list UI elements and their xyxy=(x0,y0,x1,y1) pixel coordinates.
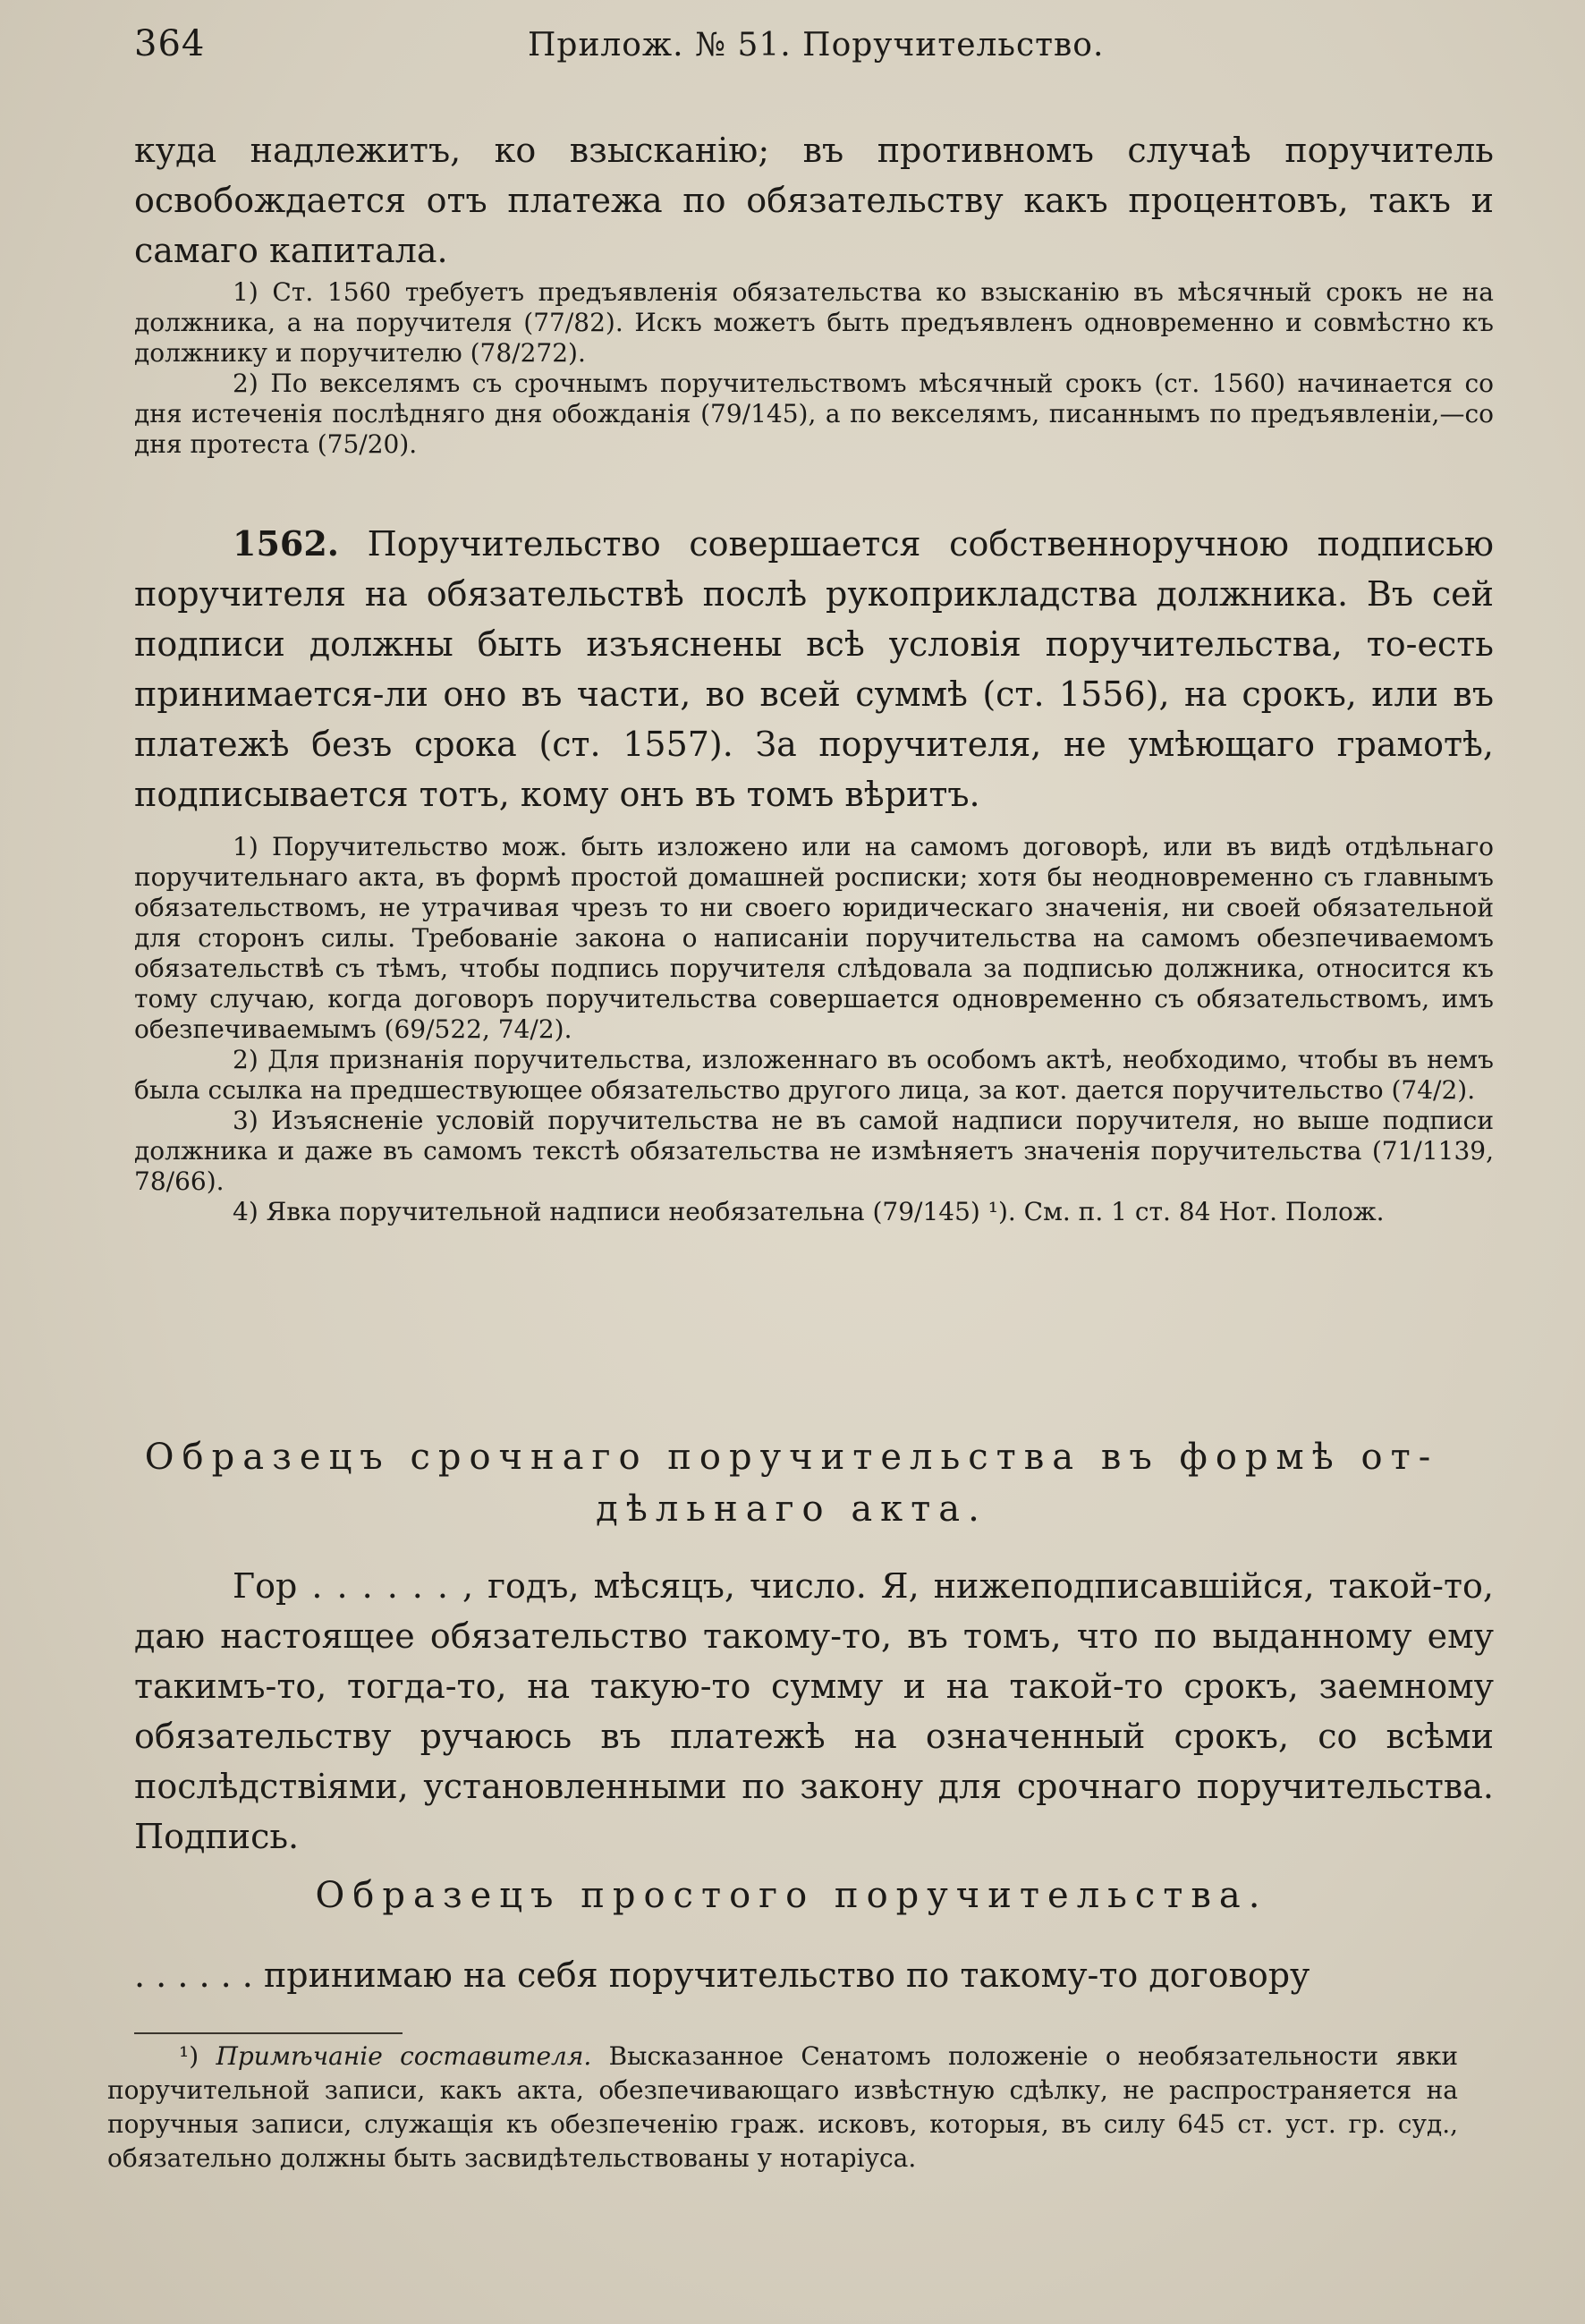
note-1561-1: 1) Ст. 1560 требуетъ предъявленія обязательства ко взысканію въ мѣсячный срокъ не на должника, а на поручителя (77/82). Искъ можетъ быть предъявленъ одновременно и совмѣстно къ должнику и поручителю (78/272). xyxy=(134,277,1494,368)
footnote-marker: ¹) xyxy=(179,2041,199,2071)
article-number: 1562. xyxy=(233,523,339,564)
note-1562-4: 4) Явка поручительной надписи необязательна (79/145) ¹). См. п. 1 ст. 84 Нот. Полож. xyxy=(233,1197,1385,1226)
form-fixed-term-heading-line1: Образецъ срочнаго поручительства въ формѣ от- xyxy=(144,1437,1439,1478)
page-number: 364 xyxy=(134,23,206,64)
form-fixed-term-text: Гор . . . . . . , годъ, мѣсяцъ, число. Я, нижеподписавшійся, такой-то, даю настоящее обязательство такому-то, въ томъ, что по выданному ему такимъ-то, тогда-то, на такую-то сумму и на такой-то срокъ, заемному обязательству ручаюсь въ платежѣ на означенный срокъ, со всѣми послѣдствіями, установленными по закону для срочнаго поручительства. Подпись. xyxy=(134,1566,1494,1856)
page-header xyxy=(0,23,1585,77)
form-fixed-term-body xyxy=(134,1561,1494,1862)
notes-article-1561 xyxy=(134,277,1494,460)
footnote-paragraph xyxy=(107,2040,1458,2176)
continuation-paragraph xyxy=(134,125,1494,276)
notes-article-1562 xyxy=(134,832,1494,1227)
footnote-rule xyxy=(134,2032,403,2034)
running-title: Прилож. № 51. Поручительство. xyxy=(528,27,1105,64)
note-1562-2: 2) Для признанія поручительства, изложеннаго въ особомъ актѣ, необходимо, чтобы въ немъ была ссылка на предшествующее обязательство другого лица, за кот. дается поручительство (74/2). xyxy=(134,1045,1494,1105)
form-fixed-term-heading-line2: дѣльнаго акта. xyxy=(596,1489,987,1530)
article-1562-paragraph xyxy=(134,519,1494,819)
note-1562-3: 3) Изъясненіе условій поручительства не въ самой надписи поручителя, но выше подписи должника и даже въ самомъ текстѣ обязательства не измѣняетъ значенія поручительства (71/1139, 78/66). xyxy=(134,1106,1494,1196)
note-1561-2: 2) По векселямъ съ срочнымъ поручительствомъ мѣсячный срокъ (ст. 1560) начинается со дня истеченія послѣдняго дня обожданія (79/145), а по векселямъ, писаннымъ по предъявленіи,—со дня протеста (75/20). xyxy=(134,369,1494,459)
note-1562-1: 1) Поручительство мож. быть изложено или на самомъ договорѣ, или въ видѣ отдѣльнаго поручительнаго акта, въ формѣ простой домашней росписки; хотя бы неодновременно съ главнымъ обязательствомъ, не утрачивая чрезъ то ни своего юридическаго значенія, ни своей обязательной для сторонъ силы. Требованіе закона о написаніи поручительства на самомъ обезпечиваемомъ обязательствѣ съ тѣмъ, чтобы подпись поручителя слѣдовала за подписью должника, относится къ тому случаю, когда договоръ поручительства совершается одновременно съ обязательствомъ, имъ обезпечиваемымъ (69/522, 74/2). xyxy=(134,832,1494,1044)
form-simple-heading: Образецъ простого поручительства. xyxy=(315,1875,1268,1916)
form-simple-text: . . . . . . принимаю на себя поручительство по такому-то договору xyxy=(134,1955,1310,1995)
footnote-label: Примѣчаніе составителя. xyxy=(216,2041,592,2071)
footnote xyxy=(107,2040,1458,2176)
footnote-text: Высказанное Сенатомъ положеніе о необязательности явки поручительной записи, какъ акта, обезпечивающаго извѣстную сдѣлку, не распространяется на поручныя записи, служащія къ обезпеченію граж. исковъ, которыя, въ силу 645 ст. уст. гр. суд., обязательно должны быть засвидѣтельствованы у нотаріуса. xyxy=(107,2041,1458,2173)
article-1562-text: Поручительство совершается собственноручною подписью поручителя на обязательствѣ послѣ рукоприкладства должника. Въ сей подписи должны быть изъяснены всѣ условія поручительства, то-есть принимается-ли оно въ части, во всей суммѣ (ст. 1556), на срокъ, или въ платежѣ безъ срока (ст. 1557). За поручителя, не умѣющаго грамотѣ, подписывается тотъ, кому онъ въ томъ вѣритъ. xyxy=(134,524,1494,814)
form-fixed-term-heading xyxy=(89,1431,1494,1535)
article-1562 xyxy=(134,519,1494,819)
form-simple-body xyxy=(134,1950,1494,2000)
continuation-text: куда надлежитъ, ко взысканію; въ противномъ случаѣ поручитель освобождается отъ платежа по обязательству какъ процентовъ, такъ и самаго капитала. xyxy=(134,131,1494,270)
